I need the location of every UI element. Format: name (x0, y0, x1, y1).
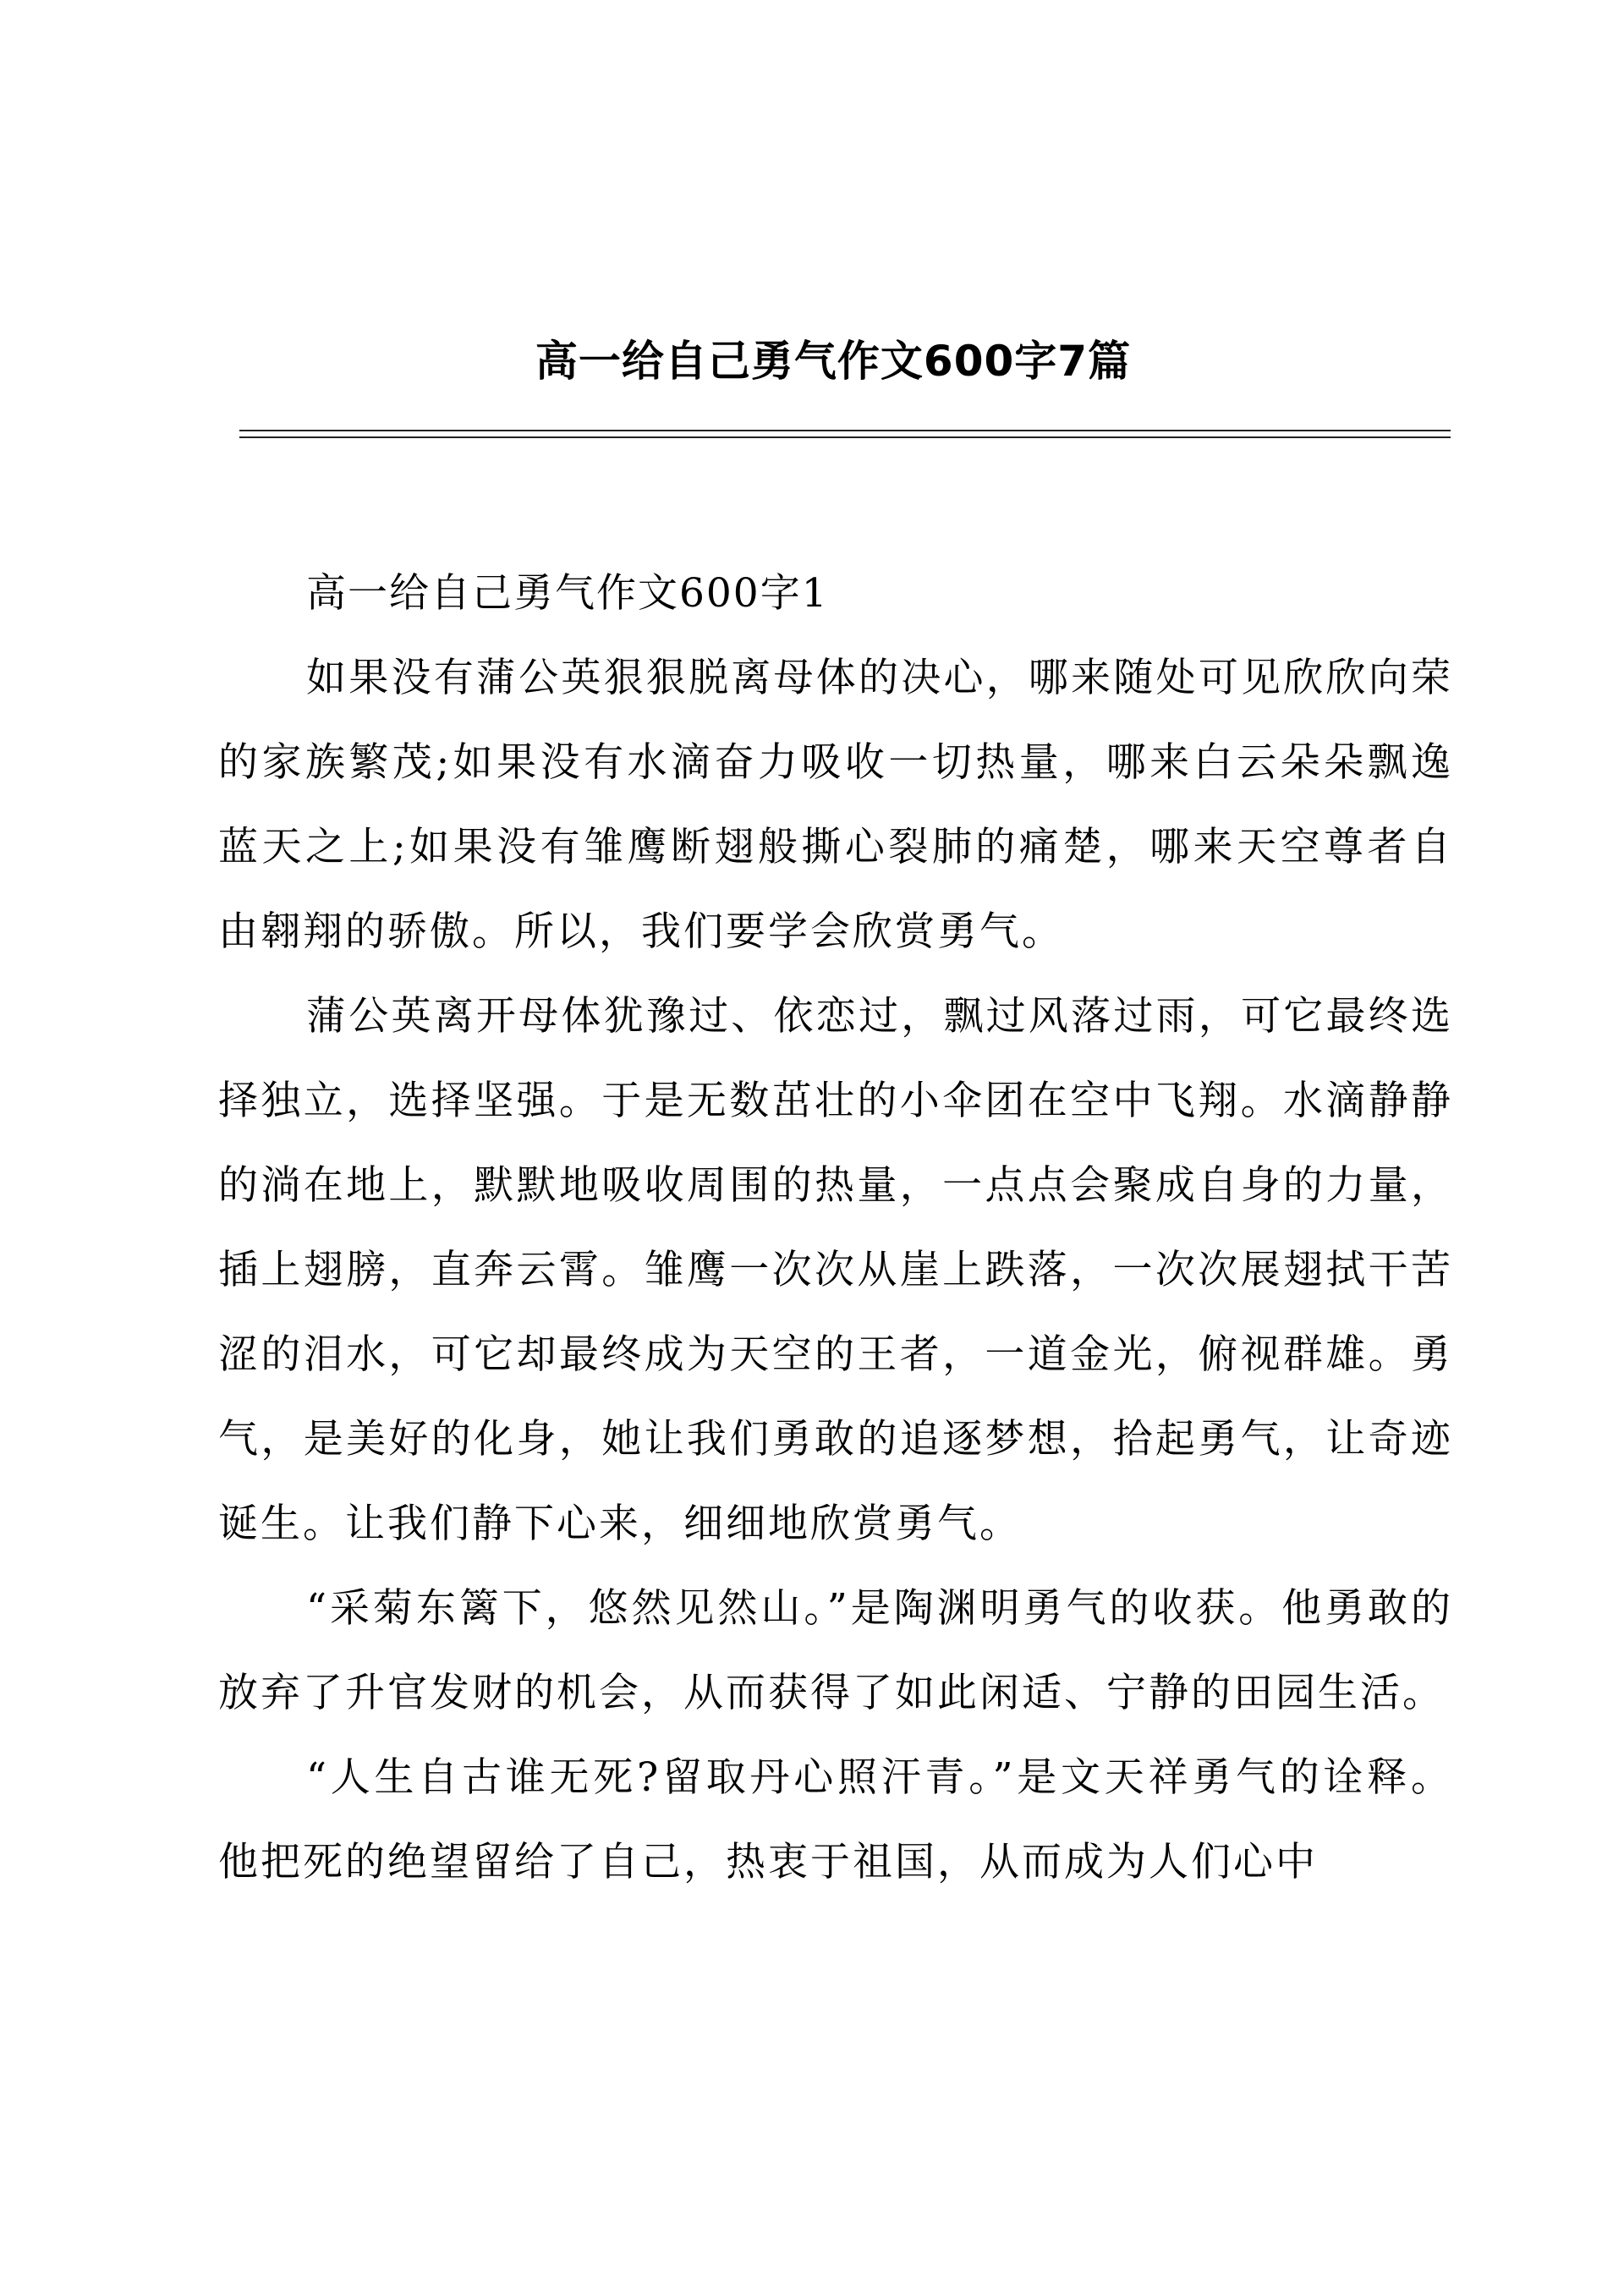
document-title: 高一给自己勇气作文600字7篇 (535, 337, 1132, 386)
essay-heading: 高一给自己勇气作文600字1 (306, 570, 829, 617)
title-double-rule (239, 430, 1451, 438)
paragraph: “人生自古谁无死?留取丹心照汗青。”是文天祥勇气的诠释。他把死的绝望留给了自己，热衷于祖国，从而成为人们心中 (218, 1754, 1453, 1885)
document-body (218, 552, 1453, 1905)
paragraph: 如果没有蒲公英狠狠脱离母体的决心，哪来随处可见欣欣向荣的家族繁茂;如果没有水滴奋力吸收一切热量，哪来白云朵朵飘逸蓝天之上;如果没有雏鹰断翅般撕心裂肺的痛楚，哪来天空尊者自由翱翔的骄傲。所以，我们要学会欣赏勇气。 (218, 655, 1453, 955)
paragraph: “采菊东篱下，悠然见然山。”是陶渊明勇气的收获。他勇敢的放弃了升官发财的机会，从而获得了如此闲适、宁静的田园生活。 (218, 1585, 1453, 1716)
paragraph: 蒲公英离开母体犹豫过、依恋过，飘过风落过雨，可它最终选择独立，选择坚强。于是无数茁壮的小伞团在空中飞翔。水滴静静的淌在地上，默默地吸收周围的热量，一点点会聚成自身的力量，插上翅膀，直奔云霄。雏鹰一次次从崖上跌落，一次次展翅拭干苦涩的泪水，可它却最终成为天空的王者，一道金光，俯视群雄。勇气，是美好的化身，她让我们勇敢的追逐梦想，拾起勇气，让奇迹诞生。让我们静下心来，细细地欣赏勇气。 (218, 993, 1453, 1547)
